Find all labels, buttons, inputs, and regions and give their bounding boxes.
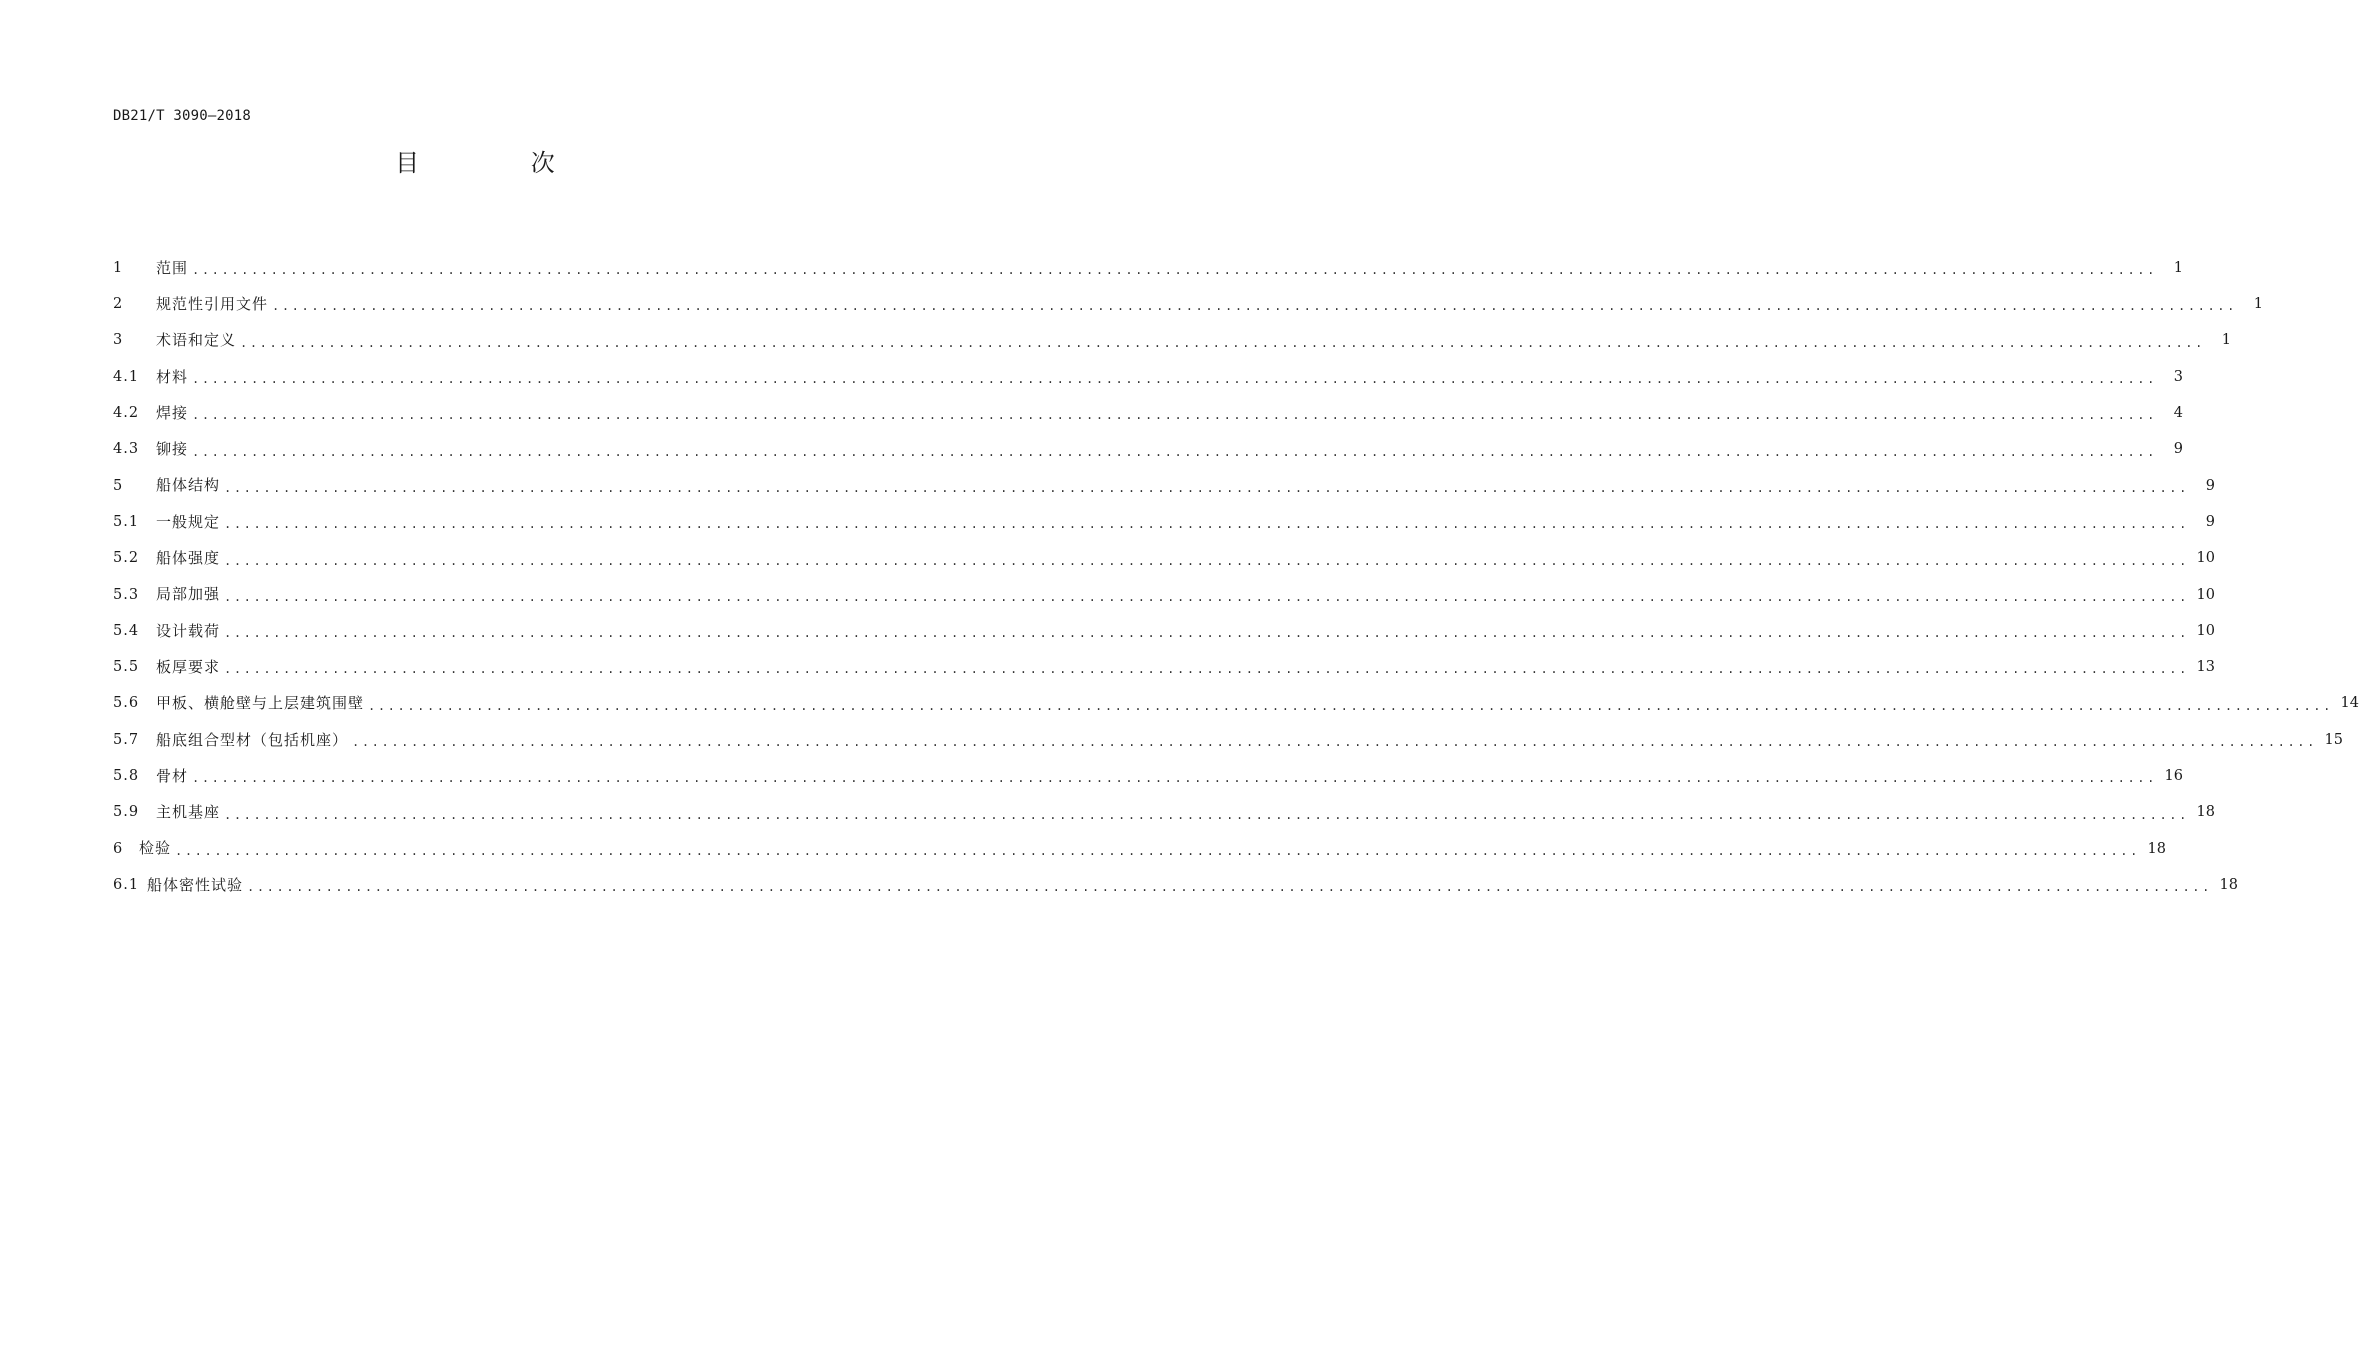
toc-dot-leader: ........................................................................................................................................................................................................: [192, 263, 2157, 278]
toc-entry-label: 一般规定: [156, 512, 221, 531]
toc-entry[interactable]: [113, 468, 2215, 504]
toc-entry-label: 范围: [156, 258, 189, 277]
toc-dot-leader: ........................................................................................................................................................................................................: [224, 517, 2189, 532]
toc-entry-label: 铆接: [156, 440, 189, 459]
toc-entry-page: 18: [2196, 804, 2215, 821]
toc-entry-page: 15: [2324, 731, 2343, 748]
toc-entry-label: 骨材: [156, 766, 189, 785]
toc-entry-page: 9: [2173, 441, 2183, 458]
toc-entry[interactable]: [113, 649, 2215, 685]
toc-entry[interactable]: [113, 758, 2183, 794]
document-code: DB21/T 3090—2018: [113, 108, 252, 124]
toc-entry-number: 5.2: [113, 550, 140, 567]
toc-dot-leader: ........................................................................................................................................................................................................: [224, 589, 2189, 604]
toc-entry-number: 5.1: [113, 513, 140, 530]
page-title: 目 次: [395, 149, 607, 177]
toc-entry-label: 船体强度: [156, 549, 221, 568]
toc-entry-page: 9: [2205, 477, 2215, 494]
toc-entry-label: 船底组合型材（包括机座）: [156, 730, 349, 749]
toc-dot-leader: ........................................................................................................................................................................................................: [368, 698, 2333, 713]
toc-dot-leader: ........................................................................................................................................................................................................: [224, 480, 2189, 495]
toc-entry-page: 16: [2164, 768, 2183, 785]
toc-entry[interactable]: [113, 577, 2215, 613]
toc-entry-number: 5.4: [113, 622, 140, 639]
toc-entry-page: 13: [2196, 659, 2215, 676]
toc-entry-number: 5.9: [113, 804, 140, 821]
toc-dot-leader: ........................................................................................................................................................................................................: [272, 299, 2237, 314]
toc-entry[interactable]: [113, 286, 2263, 322]
toc-entry-label: 检验: [139, 839, 172, 858]
toc-entry-page: 10: [2196, 550, 2215, 567]
toc-entry-page: 3: [2173, 368, 2183, 385]
toc-entry-label: 设计载荷: [156, 621, 221, 640]
toc-dot-leader: ........................................................................................................................................................................................................: [224, 553, 2189, 568]
toc-dot-leader: ........................................................................................................................................................................................................: [192, 444, 2157, 459]
toc-entry[interactable]: [113, 359, 2183, 395]
toc-entry-page: 9: [2205, 513, 2215, 530]
toc-entry[interactable]: [113, 867, 2238, 903]
toc-entry-label: 甲板、横舱壁与上层建筑围壁: [156, 694, 365, 713]
toc-entry-number: 3: [113, 332, 124, 349]
toc-entry[interactable]: [113, 395, 2183, 431]
toc-entry[interactable]: [113, 431, 2183, 467]
toc-entry-number: 2: [113, 296, 124, 313]
toc-entry-label: 主机基座: [156, 803, 221, 822]
toc-dot-leader: ........................................................................................................................................................................................................: [192, 408, 2157, 423]
toc-entry-label: 船体密性试验: [147, 875, 244, 894]
toc-entry-number: 5.6: [113, 695, 140, 712]
toc-entry-number: 4.3: [113, 441, 140, 458]
toc-entry-label: 材料: [156, 367, 189, 386]
toc-entry-page: 14: [2340, 695, 2359, 712]
toc-entry-page: 10: [2196, 622, 2215, 639]
toc-entry[interactable]: [113, 323, 2231, 359]
toc-entry[interactable]: [113, 250, 2183, 286]
toc-dot-leader: ........................................................................................................................................................................................................: [192, 771, 2157, 786]
toc-entry[interactable]: [113, 831, 2166, 867]
toc-entry-page: 18: [2147, 840, 2166, 857]
toc-entry[interactable]: [113, 794, 2215, 830]
toc-entry-page: 1: [2221, 332, 2231, 349]
toc-dot-leader: ........................................................................................................................................................................................................: [175, 843, 2140, 858]
toc-dot-leader: ........................................................................................................................................................................................................: [247, 880, 2212, 895]
toc-entry-label: 板厚要求: [156, 657, 221, 676]
toc-entry-page: 10: [2196, 586, 2215, 603]
toc-entry-number: 5.5: [113, 659, 140, 676]
toc-entry-number: 6: [113, 840, 124, 857]
toc-entry-page: 1: [2253, 296, 2263, 313]
toc-entry-number: 6.1: [113, 876, 140, 893]
toc-dot-leader: ........................................................................................................................................................................................................: [192, 372, 2157, 387]
toc-entry-label: 局部加强: [156, 585, 221, 604]
toc-entry-label: 船体结构: [156, 476, 221, 495]
toc-dot-leader: ........................................................................................................................................................................................................: [240, 335, 2205, 350]
toc-entry-page: 4: [2173, 405, 2183, 422]
toc-entry-label: 焊接: [156, 403, 189, 422]
toc-dot-leader: ........................................................................................................................................................................................................: [224, 626, 2189, 641]
toc-entry-number: 1: [113, 259, 124, 276]
toc-entry-number: 4.1: [113, 368, 140, 385]
toc-entry-number: 5.8: [113, 768, 140, 785]
toc-entry[interactable]: [113, 504, 2215, 540]
toc-entry[interactable]: [113, 540, 2215, 576]
toc-entry-label: 规范性引用文件: [156, 294, 269, 313]
table-of-contents: [113, 250, 2359, 903]
toc-dot-leader: ........................................................................................................................................................................................................: [224, 807, 2189, 822]
toc-entry-label: 术语和定义: [156, 331, 237, 350]
toc-entry-number: 5: [113, 477, 124, 494]
toc-entry[interactable]: [113, 722, 2343, 758]
toc-entry-number: 4.2: [113, 405, 140, 422]
toc-dot-leader: ........................................................................................................................................................................................................: [352, 735, 2317, 749]
toc-entry-number: 5.7: [113, 731, 140, 748]
toc-dot-leader: ........................................................................................................................................................................................................: [224, 662, 2189, 677]
toc-entry[interactable]: [113, 686, 2359, 722]
toc-entry-page: 18: [2219, 876, 2238, 893]
toc-entry-number: 5.3: [113, 586, 140, 603]
toc-entry-page: 1: [2173, 259, 2183, 276]
toc-entry[interactable]: [113, 613, 2215, 649]
